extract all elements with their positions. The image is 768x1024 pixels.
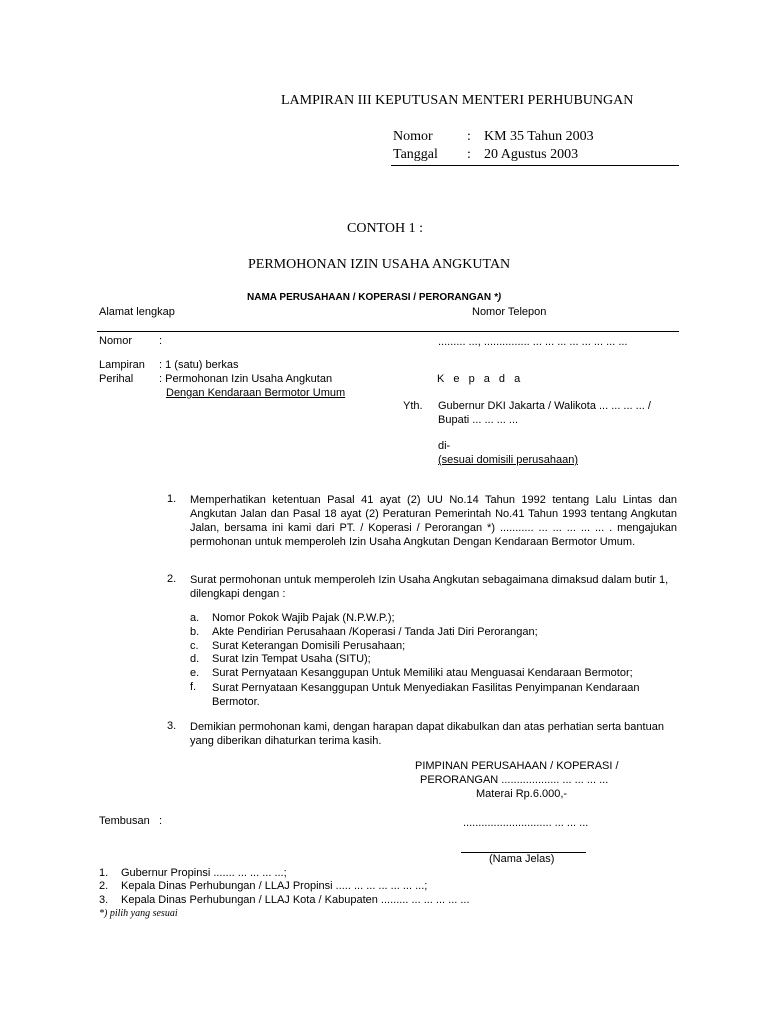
signature-line-2: PERORANGAN ................... ... ... ... ... <box>420 774 609 786</box>
header-nomor-colon: : <box>467 129 471 144</box>
item-c-letter: c. <box>190 640 199 652</box>
tembusan-3-number: 3. <box>99 894 109 906</box>
signature-dots: ............................. ... ... ... <box>463 817 589 829</box>
item-f-letter: f. <box>190 681 197 693</box>
paragraph-1-text: Memperhatikan ketentuan Pasal 41 ayat (2) UU No.14 Tahun 1992 tentang Lalu Lintas dan Angkutan Jalan dan Pasal 18 ayat (2) Peraturan Pemerintah No.41 Tahun 1993 tentang Angkutan Jalan, bersama ini kami dari PT. / Koperasi / Perorangan *) ........... ... ... ... ... ... . mengajukan permohonan untuk memperoleh Izin Usaha Angkutan Dengan Kendaraan Bermotor Umum. <box>190 494 677 548</box>
item-f-text: Surat Pernyataan Kesanggupan Untuk Menyediakan Fasilitas Penyimpanan Kendaraan Bermotor. <box>212 682 640 708</box>
company-name-title <box>247 292 501 303</box>
item-e-letter: e. <box>190 667 200 679</box>
alamat-label: Alamat lengkap <box>99 306 175 318</box>
phone-dots: ......... ..., ............... ... ... ... ... ... ... ... ... <box>438 336 628 348</box>
tembusan-label: Tembusan <box>99 815 150 827</box>
addressee-line-1: Gubernur DKI Jakarta / Walikota ... ... ... ... / <box>438 400 651 412</box>
item-a-letter: a. <box>190 612 200 624</box>
footnote: *) pilih yang sesuai <box>99 908 178 919</box>
header-divider <box>391 165 679 166</box>
header-tanggal-label: Tanggal <box>393 147 438 162</box>
contoh-title: CONTOH 1 : <box>347 221 423 236</box>
company-name-mark: *) <box>491 292 502 303</box>
tembusan-3-text: Kepala Dinas Perhubungan / LLAJ Kota / Kabupaten ......... ... ... ... ... ... <box>121 894 470 906</box>
signature-line-1: PIMPINAN PERUSAHAAN / KOPERASI / <box>415 760 619 772</box>
item-b-text: Akte Pendirian Perusahaan /Koperasi / Tanda Jati Diri Perorangan; <box>212 626 538 638</box>
lampiran-label: Lampiran <box>99 359 145 371</box>
paragraph-2-number: 2. <box>167 573 177 585</box>
item-d-letter: d. <box>190 653 200 665</box>
addressee-line-2: Bupati ... ... ... ... <box>438 414 519 426</box>
perihal-value-2: Dengan Kendaraan Bermotor Umum <box>166 387 346 399</box>
paragraph-1-number: 1. <box>167 493 177 505</box>
lampiran-value: : 1 (satu) berkas <box>159 359 239 371</box>
item-c-text: Surat Keterangan Domisili Perusahaan; <box>212 640 406 652</box>
materai-label: Materai Rp.6.000,- <box>476 788 568 800</box>
company-divider <box>97 331 679 332</box>
letter-nomor-colon: : <box>159 335 163 347</box>
perihal-value-1: : Permohonan Izin Usaha Angkutan <box>159 373 333 385</box>
kepada-label: K e p a d a <box>437 373 524 385</box>
perihal-label: Perihal <box>99 373 134 385</box>
item-e-text: Surat Pernyataan Kesanggupan Untuk Memiliki atau Menguasai Kendaraan Bermotor; <box>212 667 633 679</box>
header-nomor-label: Nomor <box>393 129 433 144</box>
tembusan-2-text: Kepala Dinas Perhubungan / LLAJ Propinsi ..... ... ... ... ... ... ...; <box>121 880 428 892</box>
paragraph-3-number: 3. <box>167 720 177 732</box>
tembusan-colon: : <box>159 815 163 827</box>
tembusan-1-text: Gubernur Propinsi ....... ... ... ... ...; <box>121 867 287 879</box>
item-a-text: Nomor Pokok Wajib Pajak (N.P.W.P.); <box>212 612 395 624</box>
lampiran-title: LAMPIRAN III KEPUTUSAN MENTERI PERHUBUNGAN <box>281 93 634 108</box>
tembusan-1-number: 1. <box>99 867 109 879</box>
addressee-domisili: (sesuai domisili perusahaan) <box>438 454 579 466</box>
paragraph-3-text: Demikian permohonan kami, dengan harapan dapat dikabulkan dan atas perhatian serta bantuan yang diberikan dihaturkan terima kasih. <box>190 721 664 747</box>
letter-nomor-label: Nomor <box>99 335 133 347</box>
addressee-di: di- <box>438 440 451 452</box>
telepon-label: Nomor Telepon <box>472 306 547 318</box>
nama-jelas-label: (Nama Jelas) <box>489 853 555 865</box>
item-b-letter: b. <box>190 626 200 638</box>
company-name-text: NAMA PERUSAHAAN / KOPERASI / PERORANGAN <box>247 292 492 303</box>
header-tanggal-value: 20 Agustus 2003 <box>484 147 579 162</box>
header-tanggal-colon: : <box>467 147 471 162</box>
header-nomor-value: KM 35 Tahun 2003 <box>484 129 594 144</box>
tembusan-2-number: 2. <box>99 880 109 892</box>
yth-label: Yth. <box>403 400 423 412</box>
item-d-text: Surat Izin Tempat Usaha (SITU); <box>212 653 371 665</box>
permohonan-title: PERMOHONAN IZIN USAHA ANGKUTAN <box>248 257 511 272</box>
paragraph-2-text: Surat permohonan untuk memperoleh Izin Usaha Angkutan sebagaimana dimaksud dalam butir 1, dilengkapi dengan : <box>190 574 669 600</box>
